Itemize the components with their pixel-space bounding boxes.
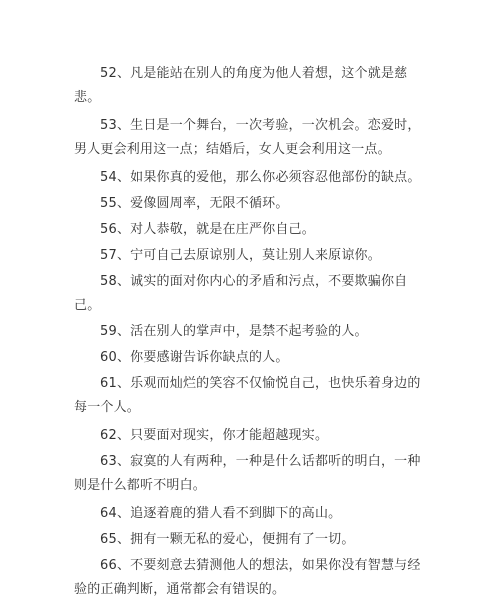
- list-item: 66、不要刻意去猜测他人的想法，如果你没有智慧与经验的正确判断，通常都会有错误的。: [74, 558, 421, 597]
- list-item: 56、对人恭敬，就是在庄严你自己。: [100, 222, 315, 237]
- list-item: 52、凡是能站在别人的角度为他人着想，这个就是慈悲。: [74, 66, 408, 105]
- list-item: 62、只要面对现实，你才能超越现实。: [100, 428, 329, 443]
- list-item: 61、乐观而灿烂的笑容不仅愉悦自己，也快乐着身边的每一个人。: [74, 376, 421, 415]
- list-item: 60、你要感谢告诉你缺点的人。: [100, 350, 289, 365]
- list-item: 65、拥有一颗无私的爱心，便拥有了一切。: [100, 532, 355, 547]
- list-item: 57、宁可自己去原谅别人，莫让别人来原谅你。: [100, 248, 381, 263]
- list-item: 54、如果你真的爱他，那么你必须容忍他部份的缺点。: [100, 170, 421, 185]
- list-item: 63、寂寞的人有两种，一种是什么话都听的明白，一种则是什么都听不明白。: [74, 454, 421, 493]
- list-item: 58、诚实的面对你内心的矛盾和污点，不要欺骗你自己。: [74, 274, 408, 313]
- list-item: 53、生日是一个舞台，一次考验，一次机会。恋爱时，男人更会利用这一点；结婚后，女人更会利用这一点。: [74, 118, 421, 157]
- list-item: 64、追逐着鹿的猎人看不到脚下的高山。: [100, 506, 342, 521]
- list-item: 59、活在别人的掌声中，是禁不起考验的人。: [100, 324, 368, 339]
- list-item: 55、爱像圆周率，无限不循环。: [100, 196, 289, 211]
- quote-list: [74, 62, 426, 602]
